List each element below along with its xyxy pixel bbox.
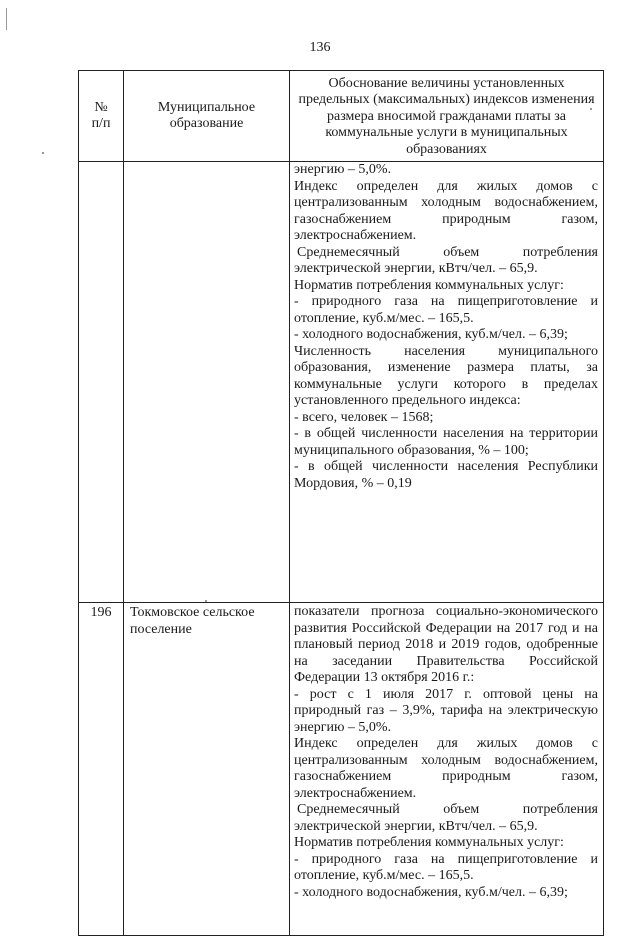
justification-text	[290, 603, 604, 936]
municipality-name: Токмовское сельское поселение	[124, 603, 290, 936]
margin-scan-mark	[6, 8, 7, 30]
text-line: Среднемесячный объем потребления электрической энергии, кВтч/чел. – 65,9.	[294, 802, 598, 834]
text-line: Индекс определен для жилых домов с централизованным холодным водоснабжением, газоснабжением природным газом, электроснабжением.	[294, 736, 598, 801]
text-line: Индекс определен для жилых домов с централизованным холодным водоснабжением, газоснабжением природным газом, электроснабжением.	[294, 178, 598, 243]
municipality-name	[124, 162, 290, 603]
justification-text	[290, 162, 604, 603]
text-line: Среднемесячный объем потребления электрической энергии, кВтч/чел. – 65,9.	[294, 244, 598, 276]
text-line: - холодного водоснабжения, куб.м/чел. – 6,39;	[294, 327, 568, 342]
row-number: 196	[79, 603, 124, 936]
header-number: № п/п	[79, 71, 124, 162]
justification-table	[78, 70, 604, 936]
text-line: показатели прогноза социально-экономического развития Российской Федерации на 2017 год и на плановый период 2018 и 2019 годов, одобренные на заседании Правительства Российской Федерации 13 октября 2016 г.:	[294, 604, 598, 685]
scan-speck	[42, 152, 44, 154]
table-header-row	[79, 71, 604, 162]
text-line: - природного газа на пищеприготовление и отопление, куб.м/мес. – 165,5.	[294, 851, 598, 883]
header-municipality: Муниципальное образование	[124, 71, 290, 162]
text-line: - в общей численности населения на территории муниципального образования, % – 100;	[294, 426, 598, 458]
page-number: 136	[309, 40, 331, 55]
row-number	[79, 162, 124, 603]
text-line: - холодного водоснабжения, куб.м/чел. – 6,39;	[294, 884, 568, 900]
text-line: Норматив потребления коммунальных услуг:	[294, 835, 564, 850]
text-line: Норматив потребления коммунальных услуг:	[294, 277, 564, 293]
text-line: - природного газа на пищеприготовление и отопление, куб.м/мес. – 165,5.	[294, 294, 598, 326]
header-justification: Обоснование величины установленных предельных (максимальных) индексов изменения размера вносимой гражданами платы за коммунальные услуги в муниципальных образованиях	[290, 71, 604, 162]
text-line: Численность населения муниципального образования, изменение размера платы, за коммунальные услуги которого в пределах установленного предельного индекса:	[294, 343, 598, 408]
text-line: - рост с 1 июля 2017 г. оптовой цены на природный газ – 3,9%, тарифа на электрическую энергию – 5,0%.	[294, 686, 598, 735]
text-line: энергию – 5,0%.	[294, 162, 392, 177]
table-row	[79, 603, 604, 936]
text-line: - в общей численности населения Республики Мордовия, % – 0,19	[294, 459, 598, 491]
text-line: - всего, человек – 1568;	[294, 409, 434, 425]
table-row	[79, 162, 604, 603]
